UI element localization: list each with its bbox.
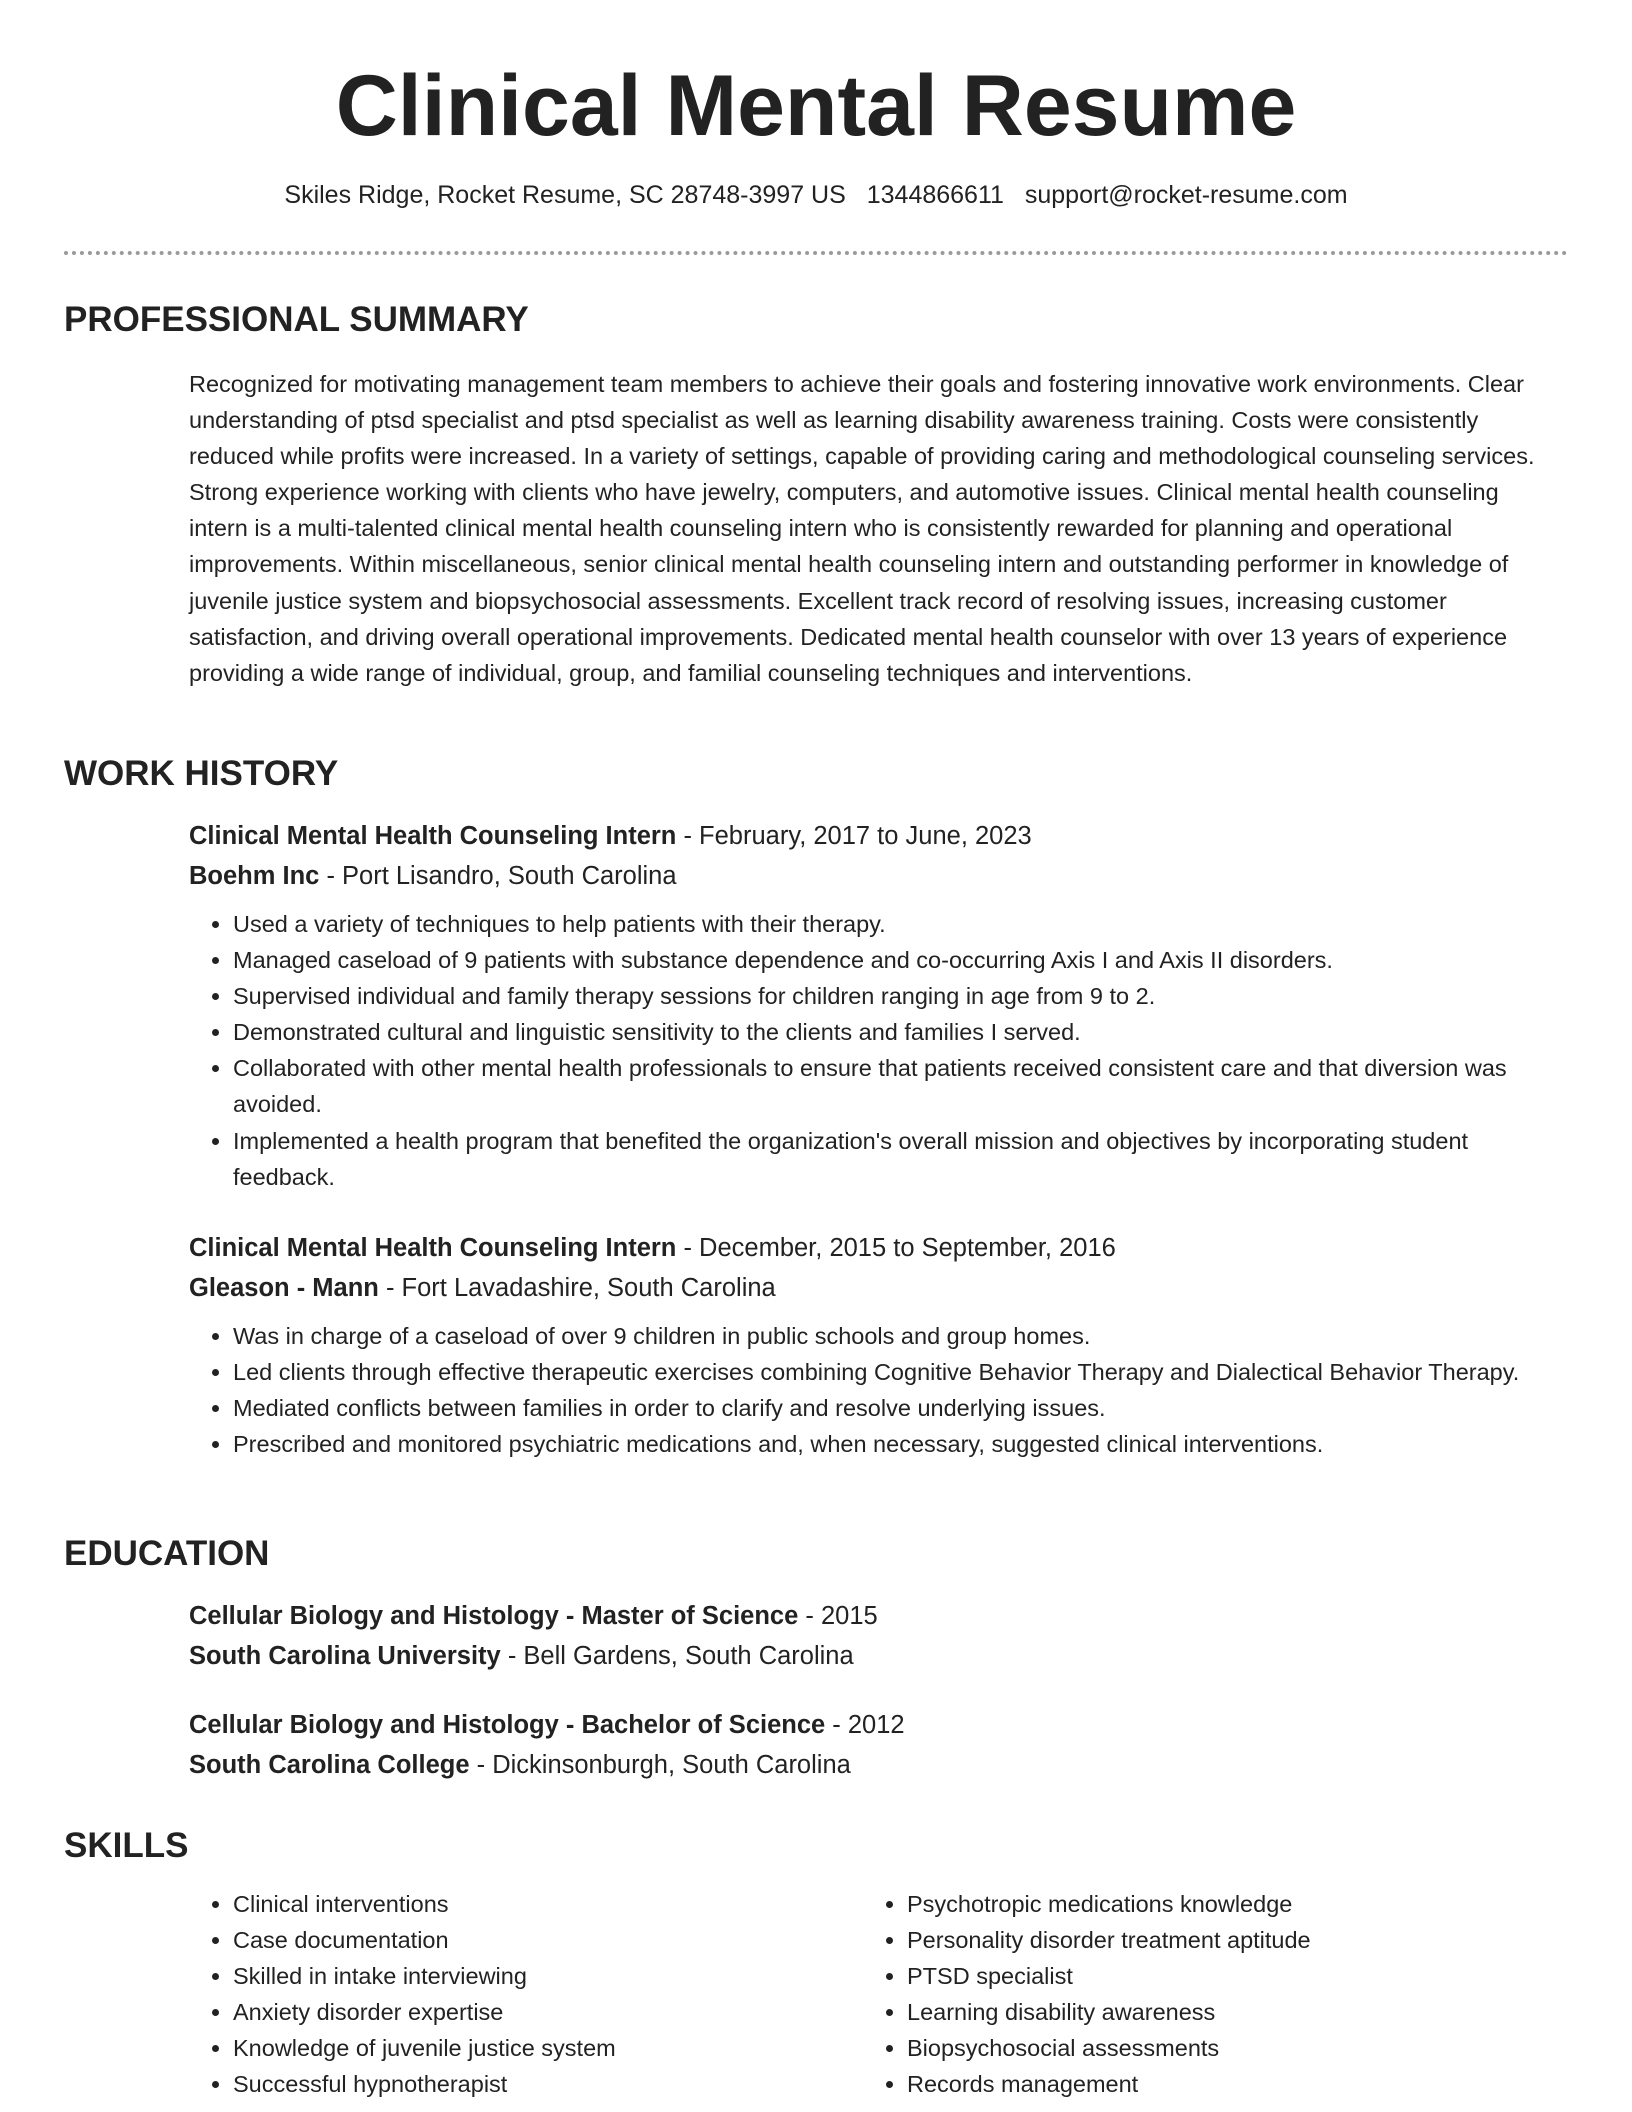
contact-line — [0, 178, 1632, 212]
skill-item: • Biopsychosocial assessments — [907, 2030, 1527, 2066]
school-line — [189, 1636, 1569, 1676]
job-role: Clinical Mental Health Counseling Intern — [189, 1234, 677, 1262]
job-bullet: • Managed caseload of 9 patients with substance dependence and co-occurring Axis I and Axis II disorders. — [233, 942, 1569, 978]
job-bullets — [189, 1318, 1569, 1462]
job-location: - Port Lisandro, South Carolina — [319, 862, 677, 890]
skill-item: • Records management — [907, 2066, 1527, 2102]
job-bullets — [189, 906, 1569, 1195]
job-bullet: • Led clients through effective therapeutic exercises combining Cognitive Behavior Therapy and Dialectical Behavior Therapy. — [233, 1354, 1569, 1390]
job-bullet: • Supervised individual and family therapy sessions for children ranging in age from 9 to 2. — [233, 978, 1569, 1014]
job-location: - Fort Lavadashire, South Carolina — [378, 1274, 776, 1302]
job-bullet: • Used a variety of techniques to help patients with their therapy. — [233, 906, 1569, 942]
degree-name: Cellular Biology and Histology - Master of Science — [189, 1602, 799, 1630]
skill-item: • Successful hypnotherapist — [233, 2066, 863, 2102]
skill-item: • Anxiety disorder expertise — [233, 1994, 863, 2030]
job-bullet: • Implemented a health program that benefited the organization's overall mission and objectives by incorporating student feedback. — [233, 1123, 1569, 1195]
summary-heading: PROFESSIONAL SUMMARY — [64, 300, 529, 339]
skill-item: • Personality disorder treatment aptitude — [907, 1922, 1527, 1958]
skills-list — [189, 1886, 1569, 2103]
job-dates: - December, 2015 to September, 2016 — [676, 1234, 1116, 1262]
job-bullet: • Was in charge of a caseload of over 9 children in public schools and group homes. — [233, 1318, 1569, 1354]
contact-phone: 1344866611 — [866, 181, 1004, 209]
education-entry — [189, 1596, 1569, 1676]
summary-text: Recognized for motivating management team members to achieve their goals and fostering innovative work environments. Clear understanding of ptsd specialist and ptsd specialist as well as learning disability awareness training. Costs were consistently reduced while profits were increased. In a variety of settings, capable of providing caring and methodological counseling services. Strong experience working with clients who have jewelry, computers, and automotive issues. Clinical mental health counseling intern is a multi-talented clinical mental health counseling intern who is consistently rewarded for planning and operational improvements. Within miscellaneous, senior clinical mental health counseling intern and outstanding performer in knowledge of juvenile justice system and biopsychosocial assessments. Excellent track record of resolving issues, increasing customer satisfaction, and driving overall operational improvements. Dedicated mental health counselor with over 13 years of experience providing a wide range of individual, group, and familial counseling techniques and interventions. — [189, 371, 1535, 686]
skill-item: • Learning disability awareness — [907, 1994, 1527, 2030]
job-company-line — [189, 856, 1569, 896]
job-dates: - February, 2017 to June, 2023 — [676, 822, 1032, 850]
school-line — [189, 1745, 1569, 1785]
degree-line — [189, 1596, 1569, 1636]
degree-year: - 2015 — [798, 1602, 878, 1630]
job-bullet: • Demonstrated cultural and linguistic sensitivity to the clients and families I served. — [233, 1014, 1569, 1050]
job-title-line — [189, 1228, 1569, 1268]
job-company: Gleason - Mann — [189, 1274, 379, 1302]
job-bullet: • Prescribed and monitored psychiatric medications and, when necessary, suggested clinical interventions. — [233, 1426, 1569, 1462]
job-company: Boehm Inc — [189, 862, 320, 890]
skills-column-left — [189, 1886, 863, 2103]
job-bullet: • Mediated conflicts between families in order to clarify and resolve underlying issues. — [233, 1390, 1569, 1426]
school-location: - Dickinsonburgh, South Carolina — [469, 1751, 851, 1779]
job-company-line — [189, 1268, 1569, 1308]
work-history-heading: WORK HISTORY — [64, 754, 339, 793]
school-name: South Carolina University — [189, 1642, 501, 1670]
header-divider — [64, 251, 1568, 255]
skill-item: • Knowledge of juvenile justice system — [233, 2030, 863, 2066]
contact-address: Skiles Ridge, Rocket Resume, SC 28748-3997 US — [284, 181, 846, 209]
education-heading: EDUCATION — [64, 1534, 270, 1573]
skill-item: • PTSD specialist — [907, 1958, 1527, 1994]
skill-item: • Skilled in intake interviewing — [233, 1958, 863, 1994]
skill-item: • Clinical interventions — [233, 1886, 863, 1922]
contact-email: support@rocket-resume.com — [1024, 181, 1348, 209]
school-name: South Carolina College — [189, 1751, 470, 1779]
skill-item: • Case documentation — [233, 1922, 863, 1958]
job-bullet: • Collaborated with other mental health professionals to ensure that patients received consistent care and that diversion was avoided. — [233, 1050, 1569, 1122]
degree-line — [189, 1705, 1569, 1745]
skill-item: • Psychotropic medications knowledge — [907, 1886, 1527, 1922]
degree-year: - 2012 — [825, 1711, 905, 1739]
degree-name: Cellular Biology and Histology - Bachelor of Science — [189, 1711, 826, 1739]
education-entry — [189, 1705, 1569, 1785]
skills-heading: SKILLS — [64, 1826, 189, 1865]
resume-name: Clinical Mental Resume — [335, 58, 1297, 154]
school-location: - Bell Gardens, South Carolina — [500, 1642, 854, 1670]
job-entry — [189, 816, 1569, 1195]
job-role: Clinical Mental Health Counseling Intern — [189, 822, 677, 850]
job-title-line — [189, 816, 1569, 856]
job-entry — [189, 1228, 1569, 1462]
skills-column-right — [863, 1886, 1527, 2103]
